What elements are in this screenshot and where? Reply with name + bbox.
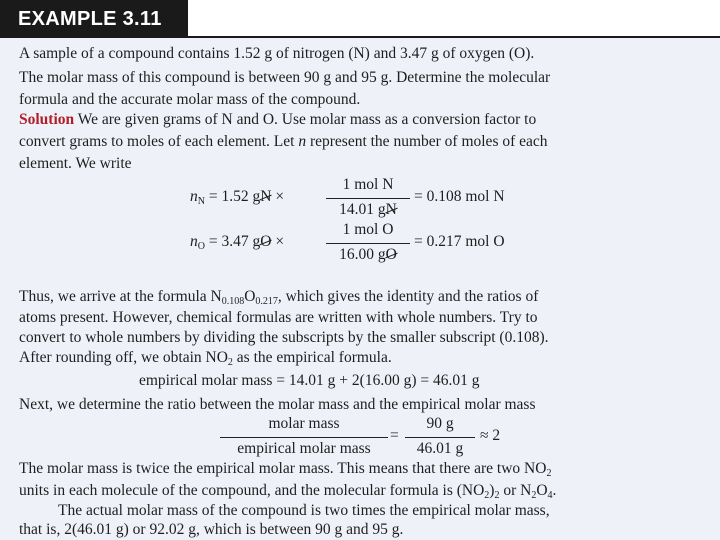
eq-n-sub: N — [197, 196, 205, 207]
eq-n-fraction-bar — [326, 198, 410, 199]
eq-n-unit-cancel: N — [260, 188, 272, 205]
para2-text-e: as the empirical formula. — [236, 349, 392, 366]
header-band — [0, 0, 720, 38]
eq-o-den-cancel: O — [385, 246, 397, 263]
ratio-right-numerator: 90 g — [426, 415, 454, 432]
equation-n-nitrogen-lhs — [190, 188, 284, 207]
para2-text-d: After rounding off, we obtain NO — [19, 349, 228, 366]
ratio-right-bar — [405, 437, 475, 438]
para4-text-e: O — [536, 482, 548, 499]
problem-line-2: The molar mass of this compound is between 90 g and 95 g. Determine the molecular — [19, 69, 551, 86]
eq-o-result: = 0.217 mol O — [414, 233, 505, 250]
para2-sub-3: 2 — [227, 357, 233, 368]
para4-sub-4: 2 — [531, 490, 537, 501]
variable-n: n — [298, 133, 307, 150]
ratio-equals: = — [390, 427, 399, 444]
solution-line-1 — [19, 110, 536, 130]
eq-o-sub: O — [197, 241, 205, 252]
empirical-molar-mass-equation: empirical molar mass = 14.01 g + 2(16.00 g) = 46.01 g — [139, 372, 480, 389]
para2-sub-2: 0.217 — [255, 296, 278, 307]
para2-line-2: atoms present. However, chemical formulas are written with whole numbers. Try to — [19, 309, 538, 326]
eq-n-value: = 1.52 — [208, 188, 249, 205]
solution-line-3: element. We write — [19, 155, 132, 172]
para2-line-4 — [19, 348, 392, 373]
eq-o-unit-cancel: O — [260, 233, 272, 250]
para4-line-3: The actual molar mass of the compound is two times the empirical molar mass, — [58, 502, 550, 519]
solution-text-2: convert grams to moles of each element. Let — [19, 133, 295, 150]
para4-sub-3: 2 — [494, 490, 500, 501]
example-tab — [0, 0, 188, 38]
ratio-left-numerator: molar mass — [268, 415, 340, 432]
solution-label: Solution — [19, 111, 75, 128]
para2-sub-1: 0.108 — [221, 296, 245, 307]
eq-n-var: n — [190, 188, 198, 205]
para4-text-a: The molar mass is twice the empirical molar mass. This means that there are two NO — [19, 460, 547, 477]
example-title: EXAMPLE 3.11 — [18, 8, 162, 30]
eq-n-result: = 0.108 mol N — [414, 188, 505, 205]
eq-o-fraction-bar — [326, 243, 410, 244]
eq-o-times: × — [275, 233, 285, 250]
eq-o-var: n — [190, 233, 198, 250]
para2-text-c: , which gives the identity and the ratios of — [277, 288, 539, 305]
equation-n-oxygen-lhs — [190, 233, 284, 252]
ratio-left-bar — [220, 437, 388, 438]
ratio-right-denominator: 46.01 g — [416, 440, 464, 457]
problem-line-1: A sample of a compound contains 1.52 g of nitrogen (N) and 3.47 g of oxygen (O). — [19, 45, 535, 62]
eq-n-den-g: g — [377, 201, 386, 218]
para3-line: Next, we determine the ratio between the molar mass and the empirical molar mass — [19, 396, 536, 413]
para4-text-c: ) — [489, 482, 495, 499]
para4-sub-5: 4 — [547, 490, 553, 501]
para4-text-f: . — [552, 482, 557, 499]
eq-o-unit-g: g — [252, 233, 261, 250]
para2-text-b: O — [244, 288, 256, 305]
solution-text-1: We are given grams of N and O. Use molar mass as a conversion factor to — [77, 111, 537, 128]
para4-line-4: that is, 2(46.01 g) or 92.02 g, which is between 90 g and 95 g. — [19, 521, 404, 538]
ratio-left-denominator: empirical molar mass — [237, 440, 371, 457]
eq-o-denominator — [326, 246, 410, 264]
para2-line-3: convert to whole numbers by dividing the subscripts by the smaller subscript (0.108). — [19, 329, 549, 346]
eq-o-value: = 3.47 — [208, 233, 249, 250]
problem-line-3: formula and the accurate molar mass of the compound. — [19, 91, 361, 108]
eq-o-den-g: g — [377, 246, 386, 263]
para4-sub-2: 2 — [484, 490, 490, 501]
para4-text-b: units in each molecule of the compound, and the molecular formula is (NO — [19, 482, 485, 499]
eq-o-den-value: 16.00 — [339, 246, 375, 263]
solution-line-2 — [19, 132, 548, 152]
eq-n-denominator — [326, 201, 410, 219]
para4-sub-1: 2 — [546, 468, 552, 479]
para2-text-a: Thus, we arrive at the formula N — [19, 288, 222, 305]
eq-n-numerator: 1 mol N — [342, 176, 394, 193]
eq-n-unit-g: g — [252, 188, 261, 205]
ratio-approx: ≈ 2 — [480, 427, 501, 444]
eq-n-den-cancel: N — [385, 201, 397, 218]
solution-text-2b: represent the number of moles of each — [309, 133, 548, 150]
para4-text-d: or N — [503, 482, 532, 499]
eq-n-den-value: 14.01 — [339, 201, 375, 218]
eq-o-numerator: 1 mol O — [342, 221, 394, 238]
eq-n-times: × — [275, 188, 285, 205]
